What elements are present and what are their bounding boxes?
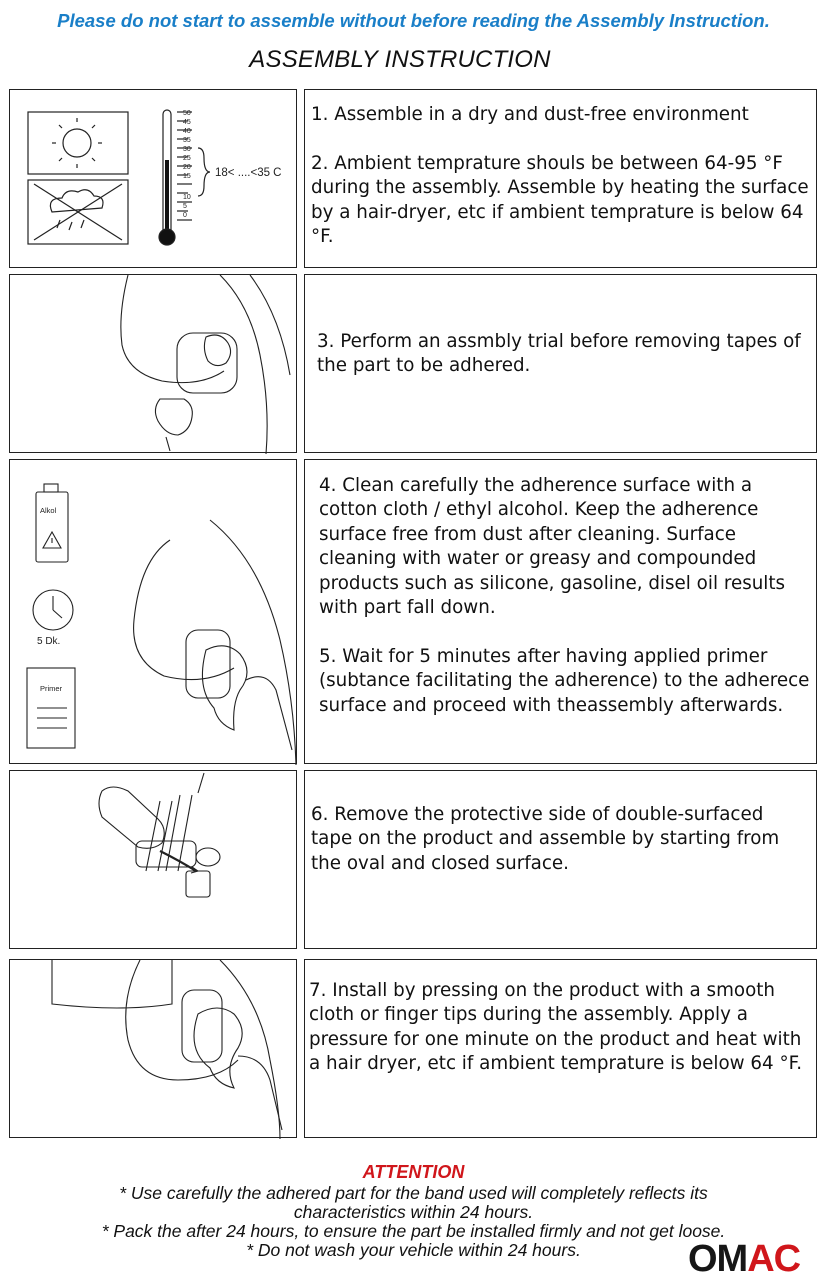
reading-warning: Please do not start to assemble without before reading the Assembly Instruction. bbox=[57, 10, 770, 31]
step-7-illustration bbox=[9, 959, 297, 1138]
trial-fit-drawing bbox=[10, 275, 298, 454]
step-2-text: 2. Ambient temprature shouls be between 64-95 °F during the assembly. Assemble by heating the surface by a hair-dryer, etc if ambient temprature is below 64 °F. bbox=[311, 152, 809, 248]
tick-label: 5 bbox=[183, 203, 187, 210]
pressing-drawing bbox=[10, 960, 298, 1139]
step-7-text: 7. Install by pressing on the product with a smooth cloth or finger tips during the assembly. Apply a pressure for one minute on the product and heat with a hair dryer, etc if ambient temprature is below 64 °F. bbox=[309, 980, 803, 1075]
step-1-text-box bbox=[304, 89, 817, 268]
primer-card-icon bbox=[27, 668, 75, 748]
attention-line: * Do not wash your vehicle within 24 hours. bbox=[246, 1240, 581, 1260]
step-4-5-text-box bbox=[304, 459, 817, 764]
sun-icon bbox=[52, 118, 102, 168]
attention-line: * Pack the after 24 hours, to ensure the part be installed firmly and not get loose. bbox=[101, 1221, 726, 1241]
tick-label: 30 bbox=[183, 146, 191, 153]
primer-label: Primer bbox=[40, 684, 63, 693]
tick-label: 20 bbox=[183, 164, 191, 171]
bottle-label: Alkol bbox=[40, 506, 57, 515]
attention-line: * Use carefully the adhered part for the band used will completely reflects its bbox=[119, 1183, 708, 1203]
step-5-text: 5. Wait for 5 minutes after having applied primer (subtance facilitating the adherence) to the adherece surface and proceed with theassembly afterwards. bbox=[319, 645, 810, 716]
clock-icon bbox=[33, 590, 73, 630]
tape-removal-drawing bbox=[10, 771, 298, 950]
step-1-text: 1. Assemble in a dry and dust-free environment bbox=[311, 104, 749, 125]
step-4-text: 4. Clean carefully the adherence surface with a cotton cloth / ethyl alcohol. Keep the adherence surface free from dust after cleaning. Surface cleaning with water or greasy and compounded products such as silicone, gasoline, disel oil results with part fall down. bbox=[319, 475, 786, 619]
page-title: ASSEMBLY INSTRUCTION bbox=[249, 46, 551, 73]
sun-panel bbox=[28, 112, 128, 174]
tick-label: 25 bbox=[183, 155, 191, 162]
step-3-text-box bbox=[304, 274, 817, 453]
step-6-text: 6. Remove the protective side of double-surfaced tape on the product and assemble by starting from the oval and closed surface. bbox=[311, 804, 780, 874]
step-4-5-illustration bbox=[9, 459, 297, 764]
tick-label: 0 bbox=[183, 212, 187, 219]
tick-label: 10 bbox=[183, 194, 191, 201]
temperature-range-label: 18< ....<35 C bbox=[215, 167, 282, 179]
logo-text-red: AC bbox=[747, 1238, 801, 1280]
step-1-illustration bbox=[9, 89, 297, 268]
attention-title: ATTENTION bbox=[362, 1162, 465, 1182]
attention-line: characteristics within 24 hours. bbox=[293, 1202, 534, 1222]
tick-label: 45 bbox=[183, 119, 191, 126]
tick-label: 40 bbox=[183, 128, 191, 135]
step-6-text-box bbox=[304, 770, 817, 949]
step-7-text-box bbox=[304, 959, 817, 1138]
alcohol-bottle-icon bbox=[36, 484, 68, 562]
step-3-illustration bbox=[9, 274, 297, 453]
tick-label: 50 bbox=[183, 110, 191, 117]
brand-logo bbox=[688, 1240, 822, 1278]
cleaning-drawing bbox=[134, 520, 296, 765]
logo-text-dark: OM bbox=[688, 1238, 748, 1280]
tick-label: 35 bbox=[183, 137, 191, 144]
step-3-text: 3. Perform an assmbly trial before removing tapes of the part to be adhered. bbox=[317, 331, 801, 377]
step-6-illustration bbox=[9, 770, 297, 949]
no-rain-icon bbox=[34, 184, 122, 240]
clock-label: 5 Dk. bbox=[37, 636, 61, 647]
tick-label: 15 bbox=[183, 173, 191, 180]
